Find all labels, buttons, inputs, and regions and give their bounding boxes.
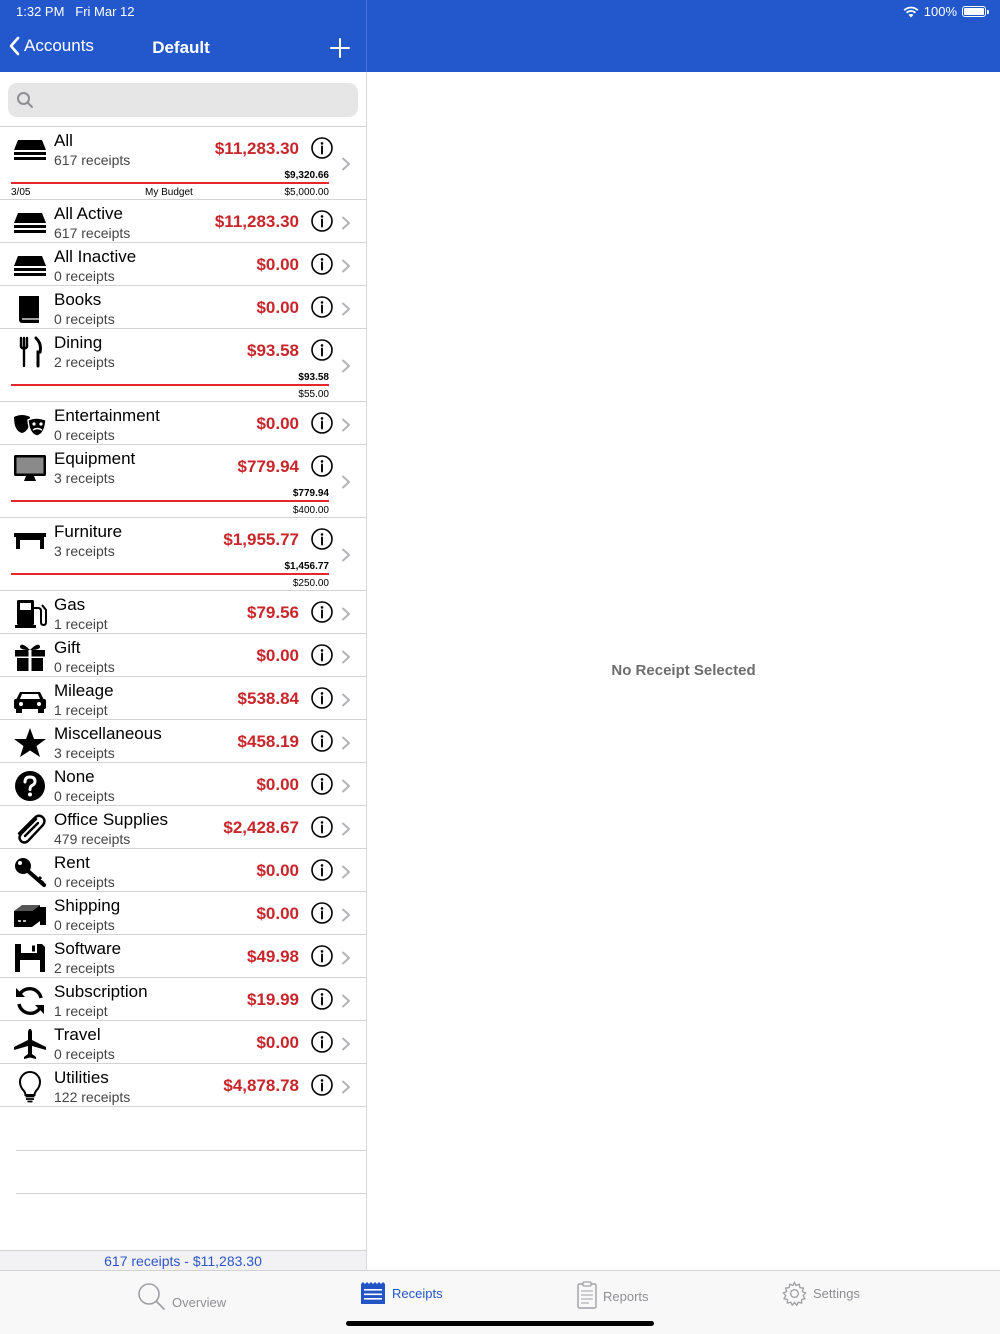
back-button[interactable] [8,36,94,56]
receipt-count: 0 receipts [54,268,115,284]
budget-date: 3/05 [11,187,31,198]
info-icon[interactable] [311,455,333,477]
status-bar [16,4,986,20]
receipt-count: 1 receipt [54,1003,108,1019]
category-row-travel[interactable] [0,1021,366,1064]
budget-limit: $55.00 [298,389,329,400]
chevron-right-icon [341,865,351,879]
chevron-right-icon [341,548,351,562]
tab-label: Settings [813,1286,860,1301]
question-icon [12,770,48,802]
category-name: None [54,767,95,786]
category-row-none[interactable] [0,763,366,806]
budget-spent: $1,456.77 [284,561,329,572]
tab-settings[interactable] [782,1281,860,1306]
category-name: Gift [54,638,81,657]
category-row-shipping[interactable] [0,892,366,935]
battery-icon [962,6,986,17]
info-icon[interactable] [311,253,333,275]
back-label: Accounts [24,36,94,55]
category-row-entertainment[interactable] [0,402,366,445]
chevron-right-icon [341,908,351,922]
category-row-subscription[interactable] [0,978,366,1021]
category-name: Entertainment [54,406,160,425]
info-icon[interactable] [311,687,333,709]
status-time [16,4,135,19]
category-amount: $0.00 [256,904,299,923]
category-name: All Inactive [54,247,137,266]
top-divider [366,0,367,72]
stack-icon [12,250,48,282]
category-amount: $4,878.78 [223,1076,299,1095]
receipt-count: 0 receipts [54,788,115,804]
chevron-right-icon [341,736,351,750]
category-row-books[interactable] [0,286,366,329]
fork-knife-icon [12,336,48,368]
category-row-all-inactive[interactable] [0,243,366,286]
info-icon[interactable] [311,296,333,318]
category-amount: $779.94 [237,457,299,476]
top-bar [0,0,1000,72]
receipt-count: 617 receipts [54,225,131,241]
budget-limit: $400.00 [292,505,329,516]
category-name: Gas [54,595,86,614]
car-icon [12,684,48,716]
category-amount: $0.00 [256,255,299,274]
category-row-rent[interactable] [0,849,366,892]
category-row-all-active[interactable] [0,200,366,243]
lightbulb-icon [12,1071,48,1103]
category-name: Mileage [54,681,114,700]
list-summary: 617 receipts - $11,283.30 [0,1250,366,1270]
battery-percent: 100% [923,4,957,19]
info-icon[interactable] [311,816,333,838]
add-icon[interactable] [328,36,352,60]
category-name: Shipping [54,896,121,915]
budget-bar [11,500,329,502]
category-row-furniture[interactable] [0,518,366,591]
category-amount: $538.84 [237,689,299,708]
receipt-count: 3 receipts [54,470,115,486]
category-amount: $93.58 [247,341,299,360]
category-name: Equipment [54,449,136,468]
tab-receipts[interactable] [360,1281,443,1305]
info-icon[interactable] [311,528,333,550]
category-row-dining[interactable] [0,329,366,402]
chevron-right-icon [341,1037,351,1051]
receipt-count: 3 receipts [54,745,115,761]
receipt-count: 0 receipts [54,917,115,933]
category-amount: $0.00 [256,775,299,794]
info-icon[interactable] [311,210,333,232]
info-icon[interactable] [311,730,333,752]
chevron-right-icon [341,216,351,230]
category-row-utilities[interactable] [0,1064,366,1107]
category-row-equipment[interactable] [0,445,366,518]
category-row-mileage[interactable] [0,677,366,720]
budget-bar [11,573,329,575]
chevron-right-icon [341,822,351,836]
category-row-software[interactable] [0,935,366,978]
budget-bar [11,182,329,184]
search-icon [16,91,34,109]
category-name: All [54,131,73,150]
refresh-icon [12,985,48,1017]
info-icon[interactable] [311,1074,333,1096]
category-name: Furniture [54,522,123,541]
receipt-count: 122 receipts [54,1089,131,1105]
chevron-right-icon [341,607,351,621]
category-row-all[interactable] [0,127,366,200]
category-amount: $49.98 [247,947,299,966]
status-clock: 1:32 PM [16,4,65,19]
category-name: Dining [54,333,103,352]
floppy-disk-icon [12,942,48,974]
category-name: Books [54,290,102,309]
stack-icon [12,134,48,166]
table-icon [12,525,48,557]
category-name: Rent [54,853,90,872]
category-row-office-supplies[interactable] [0,806,366,849]
paperclip-icon [12,813,48,845]
category-name: Utilities [54,1068,109,1087]
category-amount: $19.99 [247,990,299,1009]
empty-row-line [16,1193,366,1194]
category-amount: $11,283.30 [214,139,299,158]
category-amount: $11,283.30 [214,212,299,231]
budget-bar [11,384,329,386]
info-icon[interactable] [311,859,333,881]
category-amount: $0.00 [256,1033,299,1052]
receipt-count: 1 receipt [54,702,108,718]
gear-icon [782,1281,807,1306]
book-icon [12,293,48,325]
tab-label: Reports [603,1288,649,1304]
nav-bar [0,30,366,68]
category-name: Software [54,939,122,958]
receipt-count: 479 receipts [54,831,131,847]
receipt-count: 2 receipts [54,354,115,370]
search-input[interactable] [40,83,350,117]
tab-overview[interactable] [136,1281,226,1311]
budget-limit: $250.00 [292,578,329,589]
gift-icon [12,641,48,673]
monitor-icon [12,452,48,484]
info-icon[interactable] [311,902,333,924]
chevron-right-icon [341,259,351,273]
chevron-left-icon [8,36,20,56]
info-icon[interactable] [311,945,333,967]
chevron-right-icon [341,1080,351,1094]
budget-name: My Budget [145,187,193,198]
chevron-right-icon [341,302,351,316]
home-indicator [346,1321,654,1326]
category-amount: $79.56 [247,603,299,622]
empty-row-line [16,1150,366,1151]
receipts-list-icon [360,1281,386,1305]
magnifier-icon [136,1281,166,1311]
tab-reports[interactable] [577,1281,649,1309]
category-row-gas[interactable] [0,591,366,634]
receipt-count: 617 receipts [54,152,131,168]
chevron-right-icon [341,359,351,373]
info-icon[interactable] [311,339,333,361]
tab-label: Receipts [392,1285,443,1301]
category-name: Office Supplies [54,810,169,829]
receipt-count: 3 receipts [54,543,115,559]
category-amount: $0.00 [256,646,299,665]
budget-spent: $9,320.66 [284,170,329,181]
category-name: All Active [54,204,123,223]
nav-title: Default [152,38,210,57]
tab-label: Overview [172,1294,227,1310]
star-icon [12,727,48,759]
receipt-count: 0 receipts [54,659,115,675]
category-amount: $1,955.77 [223,530,299,549]
receipt-count: 0 receipts [54,1046,115,1062]
chevron-right-icon [341,157,351,171]
theater-masks-icon [12,409,48,441]
receipt-count: 2 receipts [54,960,115,976]
category-row-miscellaneous[interactable] [0,720,366,763]
info-icon[interactable] [311,773,333,795]
budget-limit: $5,000.00 [284,187,329,198]
airplane-icon [12,1028,48,1060]
budget-spent: $779.94 [292,488,329,499]
receipt-count: 0 receipts [54,427,115,443]
chevron-right-icon [341,994,351,1008]
receipt-count: 0 receipts [54,311,115,327]
category-name: Miscellaneous [54,724,162,743]
info-icon[interactable] [311,1031,333,1053]
receipt-count: 0 receipts [54,874,115,890]
category-row-gift[interactable] [0,634,366,677]
gas-pump-icon [12,598,48,630]
chevron-right-icon [341,951,351,965]
info-icon[interactable] [311,988,333,1010]
category-name: Travel [54,1025,101,1044]
chevron-right-icon [341,418,351,432]
chevron-right-icon [341,693,351,707]
receipt-count: 1 receipt [54,616,108,632]
category-name: Subscription [54,982,148,1001]
clipboard-icon [577,1281,597,1309]
info-icon[interactable] [311,412,333,434]
no-selection-message: No Receipt Selected [611,662,756,679]
category-amount: $0.00 [256,861,299,880]
chevron-right-icon [341,650,351,664]
category-amount: $0.00 [256,298,299,317]
budget-spent: $93.58 [298,372,329,383]
status-date: Fri Mar 12 [75,4,135,19]
stack-icon [12,207,48,239]
info-icon[interactable] [311,137,333,159]
wifi-icon [903,6,919,18]
status-right [903,4,986,19]
category-amount: $458.19 [237,732,299,751]
key-icon [12,856,48,888]
chevron-right-icon [341,779,351,793]
category-amount: $0.00 [256,414,299,433]
chevron-right-icon [341,475,351,489]
boxes-icon [12,899,48,931]
category-amount: $2,428.67 [223,818,299,837]
info-icon[interactable] [311,601,333,623]
info-icon[interactable] [311,644,333,666]
search-bar[interactable] [8,83,358,117]
